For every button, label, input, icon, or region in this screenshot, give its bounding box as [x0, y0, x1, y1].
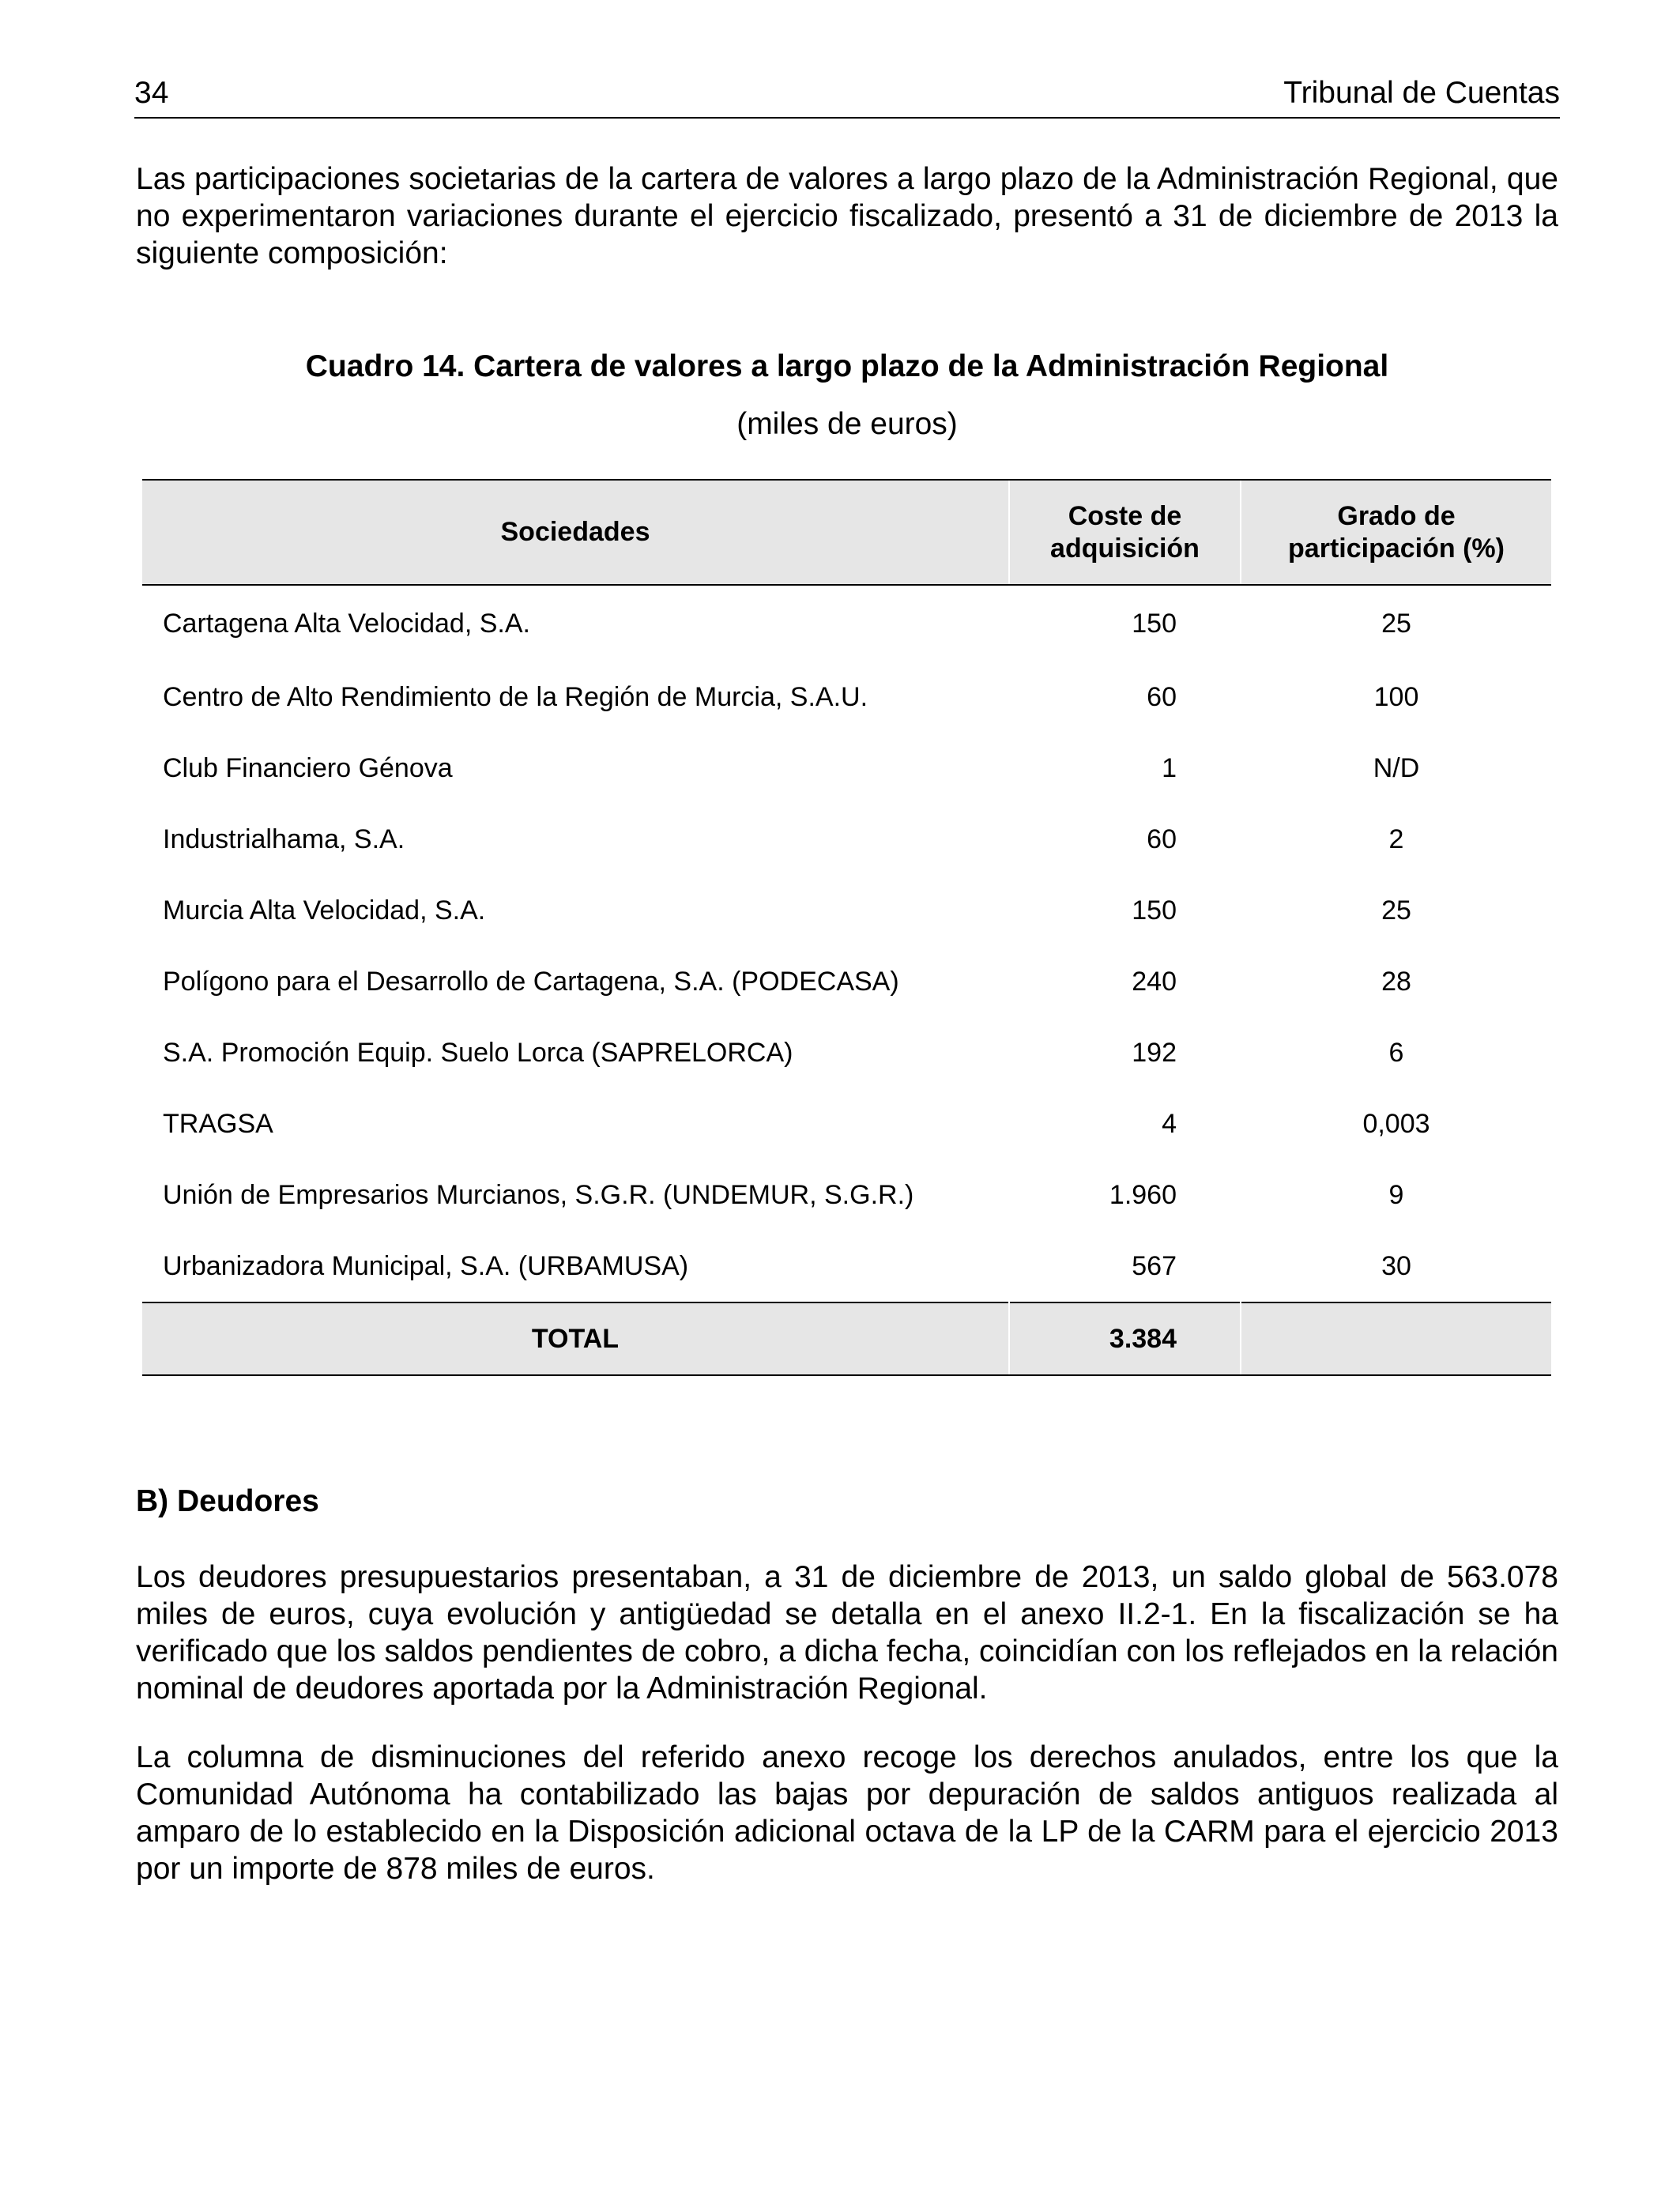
table-row: [142, 1088, 1551, 1159]
table-row: [142, 875, 1551, 946]
table-title: Cuadro 14. Cartera de valores a largo plazo de la Administración Regional: [305, 349, 1389, 383]
table-row: [142, 662, 1551, 733]
cell-cost: 60: [1009, 804, 1241, 875]
cell-company: Club Financiero Génova: [163, 752, 453, 783]
total-share: [1241, 1302, 1551, 1375]
cell-company: Centro de Alto Rendimiento de la Región de Murcia, S.A.U.: [163, 681, 868, 712]
portfolio-table: [142, 479, 1551, 1376]
total-row: [142, 1302, 1551, 1375]
cell-cost: 4: [1009, 1088, 1241, 1159]
table-row: [142, 733, 1551, 804]
column-header-share: Grado de participación (%): [1241, 480, 1551, 585]
cell-share: 6: [1241, 1017, 1551, 1088]
page-number: 34: [134, 76, 169, 110]
cell-company: Industrialhama, S.A.: [163, 824, 405, 854]
section-heading-deudores: B) Deudores: [136, 1484, 319, 1518]
cell-share: 9: [1241, 1159, 1551, 1231]
cell-cost: 150: [1009, 585, 1241, 662]
cell-company: Urbanizadora Municipal, S.A. (URBAMUSA): [163, 1250, 689, 1281]
cell-share: 28: [1241, 946, 1551, 1017]
cell-cost: 60: [1009, 662, 1241, 733]
table-subtitle: (miles de euros): [736, 407, 958, 441]
cell-cost: 192: [1009, 1017, 1241, 1088]
table-row: [142, 1159, 1551, 1231]
total-label: TOTAL: [142, 1302, 1009, 1375]
intro-paragraph: Las participaciones societarias de la cartera de valores a largo plazo de la Administración Regional, que no experimentaron variaciones durante el ejercicio fiscalizado, presentó a 31 de diciembre de 2013 la siguiente composición:: [136, 162, 1558, 270]
table-row: [142, 804, 1551, 875]
cell-company: Cartagena Alta Velocidad, S.A.: [163, 608, 530, 639]
cell-cost: 1: [1009, 733, 1241, 804]
cell-company: Murcia Alta Velocidad, S.A.: [163, 895, 486, 925]
cell-share: 30: [1241, 1231, 1551, 1302]
table-row: [142, 585, 1551, 662]
cell-cost: 1.960: [1009, 1159, 1241, 1231]
column-header-cost: Coste de adquisición: [1009, 480, 1241, 585]
total-cost: 3.384: [1009, 1302, 1241, 1375]
header-organization: Tribunal de Cuentas: [1283, 76, 1560, 110]
cell-share: 0,003: [1241, 1088, 1551, 1159]
cell-share: 2: [1241, 804, 1551, 875]
column-header-company: Sociedades: [142, 480, 1009, 585]
cell-share: 25: [1241, 585, 1551, 662]
cell-company: Unión de Empresarios Murcianos, S.G.R. (UNDEMUR, S.G.R.): [163, 1179, 914, 1210]
cell-company: Polígono para el Desarrollo de Cartagena, S.A. (PODECASA): [163, 966, 899, 997]
page-header: [134, 76, 1560, 119]
cell-cost: 150: [1009, 875, 1241, 946]
cell-share: 25: [1241, 875, 1551, 946]
cell-company: S.A. Promoción Equip. Suelo Lorca (SAPRELORCA): [163, 1037, 793, 1068]
table-row: [142, 1231, 1551, 1302]
table-header-row: [142, 480, 1551, 585]
table-row: [142, 1017, 1551, 1088]
cell-company: TRAGSA: [163, 1108, 273, 1139]
deudores-paragraph-1: Los deudores presupuestarios presentaban, a 31 de diciembre de 2013, un saldo global de 563.078 miles de euros, cuya evolución y antigüedad se detalla en el anexo II.2-1. En la fiscalización se ha verificado que los saldos pendientes de cobro, a dicha fecha, coincidían con los reflejados en la relación nominal de deudores aportada por la Administración Regional.: [136, 1560, 1558, 1706]
cell-share: 100: [1241, 662, 1551, 733]
table-row: [142, 946, 1551, 1017]
cell-cost: 567: [1009, 1231, 1241, 1302]
cell-share: N/D: [1241, 733, 1551, 804]
deudores-paragraph-2: La columna de disminuciones del referido anexo recoge los derechos anulados, entre los que la Comunidad Autónoma ha contabilizado las bajas por depuración de saldos antiguos realizada al amparo de lo establecido en la Disposición adicional octava de la LP de la CARM para el ejercicio 2013 por un importe de 878 miles de euros.: [136, 1740, 1558, 1886]
cell-cost: 240: [1009, 946, 1241, 1017]
